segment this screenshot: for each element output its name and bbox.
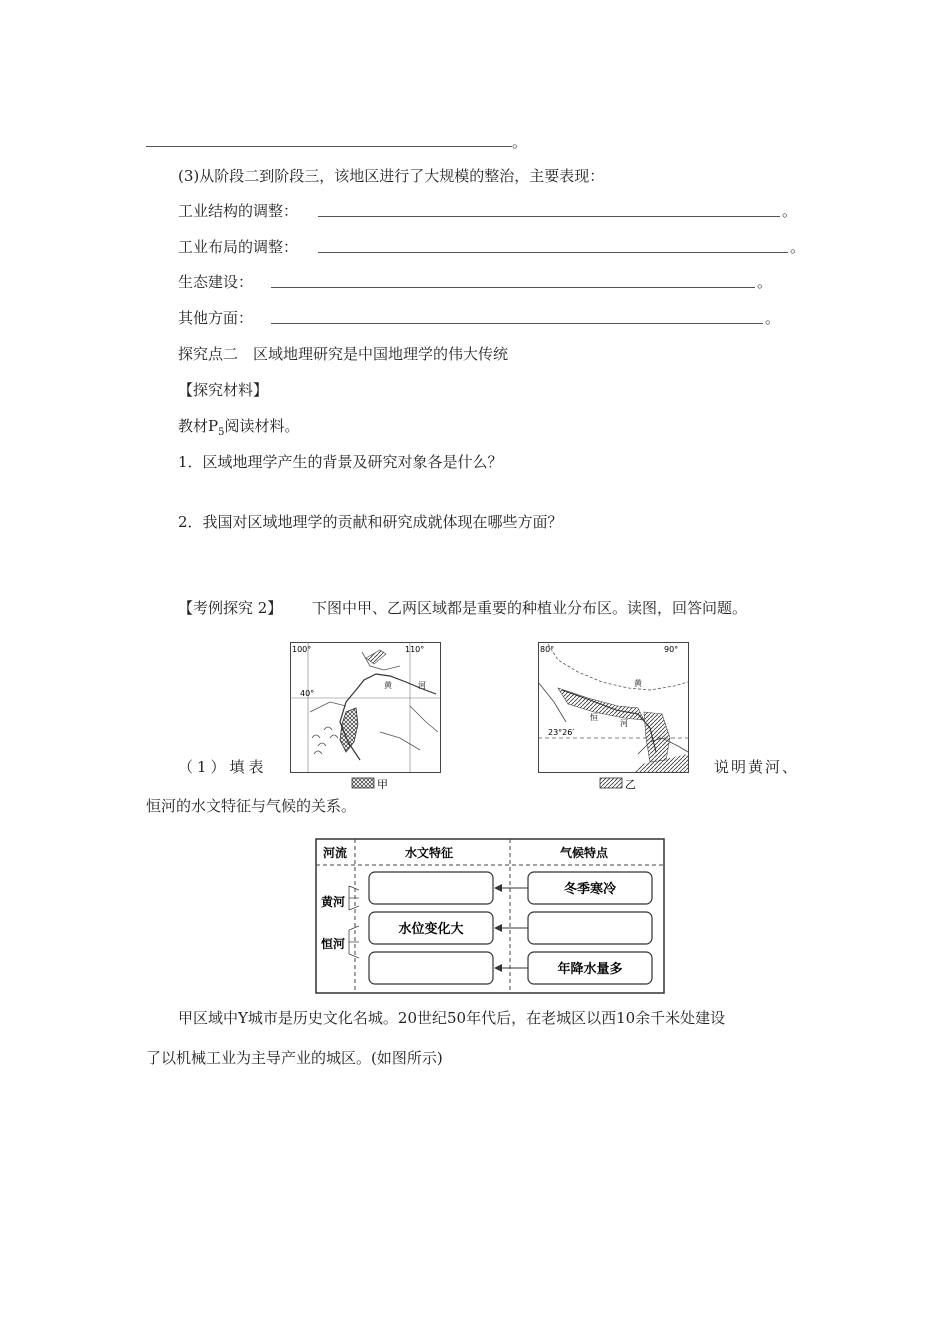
map-jia-legend-label: 甲 xyxy=(377,778,388,791)
example2-q1-left: （1）填表 xyxy=(178,758,268,776)
example2-text: 下图中甲、乙两区域都是重要的种植业分布区。读图，回答问题。 xyxy=(312,599,748,617)
table-header-river: 河流 xyxy=(323,846,348,860)
q3-label-industry-layout: 工业布局的调整： xyxy=(178,238,299,256)
answer-line-industry-layout[interactable] xyxy=(318,252,788,253)
map-jia-lon-right: 110° xyxy=(405,645,425,654)
table-bracket-henghe xyxy=(349,926,359,958)
section2-question-1: 1．区域地理学产生的背景及研究对象各是什么？ xyxy=(178,453,503,471)
map-yi-lat: 23°26′ xyxy=(548,728,575,737)
climate-box-2[interactable] xyxy=(528,912,652,944)
map-yi xyxy=(538,642,692,792)
example2-q1-line2: 恒河的水文特征与气候的关系。 xyxy=(146,797,357,815)
example2-heading: 【考例探究 2】 xyxy=(178,599,283,617)
q3-period-2: 。 xyxy=(790,238,806,256)
map-yi-lon-right: 90° xyxy=(664,645,679,654)
map-yi-legend-label: 乙 xyxy=(625,778,636,791)
example2-q1-right: 说明黄河、 xyxy=(714,758,800,776)
material-ref xyxy=(178,416,299,443)
map-jia-river-label-1: 黄 xyxy=(384,681,392,690)
map-jia-legend-swatch xyxy=(352,778,374,788)
table-header-hydro: 水文特征 xyxy=(405,846,454,860)
climate-text-3: 年降水量多 xyxy=(557,962,623,977)
q3-label-industry-structure: 工业结构的调整： xyxy=(178,202,299,220)
answer-line-industry-structure[interactable] xyxy=(318,216,780,217)
paragraph-line-2: 了以机械工业为主导产业的城区。(如图所示) xyxy=(146,1049,443,1067)
q2-period: 。 xyxy=(512,133,528,151)
table-header-climate: 气候特点 xyxy=(560,846,609,860)
hydro-text-2: 水位变化大 xyxy=(398,922,464,937)
material-heading: 【探究材料】 xyxy=(178,381,269,399)
table-river-huanghe: 黄河 xyxy=(321,895,346,909)
q3-period-4: 。 xyxy=(765,309,781,327)
material-ref-tail: 阅读材料。 xyxy=(224,417,300,435)
material-ref-text: 教材P xyxy=(178,417,219,435)
map-yi-label-2: 恒 xyxy=(590,713,598,722)
hydro-box-1[interactable] xyxy=(369,872,493,904)
map-yi-label-1: 黄 xyxy=(634,679,642,688)
map-yi-lon-left: 80° xyxy=(540,645,555,654)
answer-line-ecology[interactable] xyxy=(271,287,755,288)
map-jia-lon-left: 100° xyxy=(292,645,312,654)
table-river-henghe: 恒河 xyxy=(321,937,346,951)
answer-line-q2[interactable] xyxy=(146,146,512,147)
answer-line-other[interactable] xyxy=(271,323,763,324)
hydro-box-3[interactable] xyxy=(369,952,493,984)
map-yi-legend-swatch xyxy=(600,778,622,788)
map-jia-desert-arcs xyxy=(312,727,338,754)
q3-label-ecology: 生态建设： xyxy=(178,273,254,291)
material-ref-subscript: 5 xyxy=(218,427,225,438)
q3-intro: (3)从阶段二到阶段三，该地区进行了大规模的整治，主要表现： xyxy=(178,167,605,185)
map-yi-delta xyxy=(644,712,670,762)
climate-text-1: 冬季寒冷 xyxy=(563,882,617,897)
q3-period-1: 。 xyxy=(782,202,798,220)
river-climate-table xyxy=(315,838,667,996)
q3-period-3: 。 xyxy=(757,273,773,291)
map-yi-label-3: 河 xyxy=(620,719,628,728)
section2-title: 探究点二 区域地理研究是中国地理学的伟大传统 xyxy=(178,345,509,363)
table-bracket-huanghe xyxy=(349,886,359,910)
map-jia-north-hatch xyxy=(366,650,386,664)
section2-question-2: 2．我国对区域地理学的贡献和研究成就体现在哪些方面？ xyxy=(178,513,563,531)
paragraph-line-1: 甲区域中Y城市是历史文化名城。20世纪50年代后，在老城区以西10余千米处建设 xyxy=(178,1009,726,1027)
map-jia-river-label-2: 河 xyxy=(418,681,426,690)
map-jia-boundary xyxy=(310,652,438,750)
map-jia-lat: 40° xyxy=(300,689,315,698)
q3-label-other: 其他方面： xyxy=(178,309,254,327)
map-jia-frame xyxy=(291,643,441,773)
map-jia xyxy=(290,642,444,792)
